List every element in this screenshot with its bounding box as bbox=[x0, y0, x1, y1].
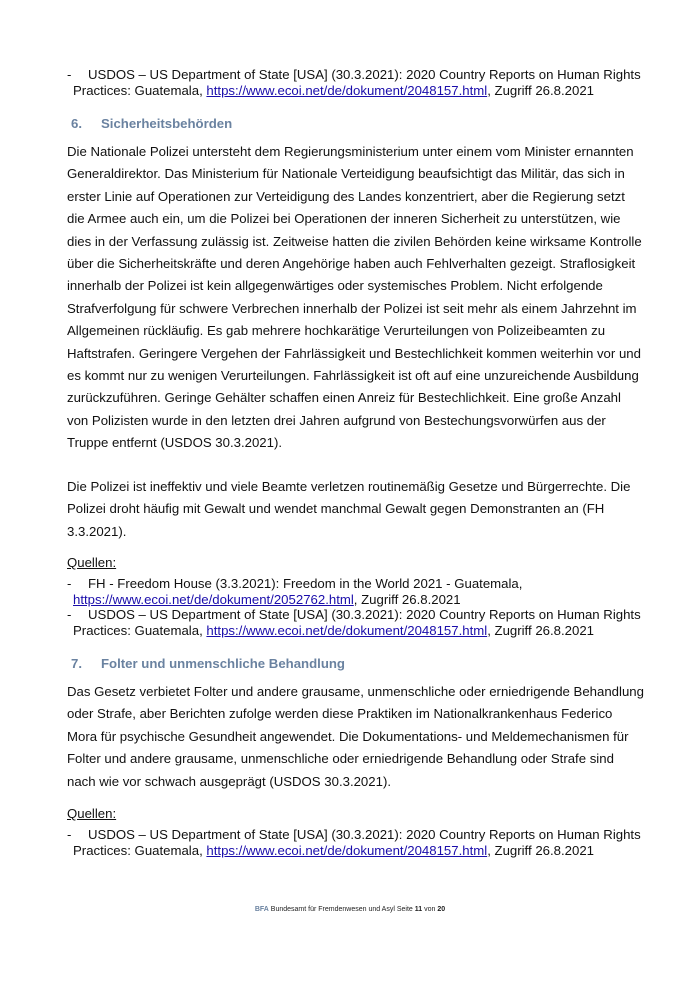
bullet-dash: - bbox=[67, 607, 72, 622]
footer-of: von bbox=[422, 906, 438, 913]
text-line: Generaldirektor. Das Ministerium für Nationale Verteidigung beaufsichtigt das Militär, das sich in bbox=[67, 166, 625, 182]
text-line: Folter und andere grausame, unmenschliche oder erniedrigende Behandlung oder Strafe sind bbox=[67, 751, 614, 767]
bullet-dash: - bbox=[67, 576, 72, 591]
paragraph bbox=[67, 476, 647, 543]
text-line: nach wie vor schwach ausgeprägt (USDOS 30.3.2021). bbox=[67, 773, 391, 789]
section-title: Folter und unmenschliche Behandlung bbox=[101, 656, 345, 671]
page-footer bbox=[0, 906, 700, 913]
text-line: Die Nationale Polizei untersteht dem Regierungsministerium unter einem vom Minister ernannten bbox=[67, 144, 634, 159]
text-line: 3.3.2021). bbox=[67, 523, 127, 539]
text-line: von Polizisten wurde in den letzten drei Jahren aufgrund von Bestechungsvorwürfen aus der bbox=[67, 412, 606, 428]
source-text: USDOS – US Department of State [USA] (30.3.2021): 2020 Country Reports on Human Rights bbox=[88, 607, 641, 622]
source-link[interactable]: https://www.ecoi.net/de/dokument/2048157.html bbox=[206, 842, 488, 858]
source-entry bbox=[67, 67, 647, 98]
source-text: USDOS – US Department of State [USA] (30.3.2021): 2020 Country Reports on Human Rights bbox=[88, 67, 641, 82]
text-line: zurückzuführen. Geringe Gehälter schaffen einen Anreiz für Bestechlichkeit. Eine große Anzahl bbox=[67, 390, 621, 406]
source-text: Practices: Guatemala, bbox=[73, 842, 207, 858]
sources-list bbox=[67, 827, 647, 858]
source-link[interactable]: https://www.ecoi.net/de/dokument/2048157.html bbox=[206, 622, 488, 638]
footer-text: Bundesamt für Fremdenwesen und Asyl Seite bbox=[268, 906, 415, 913]
source-entry bbox=[67, 607, 647, 638]
page-number: 11 bbox=[414, 906, 423, 913]
text-line: Die Polizei ist ineffektiv und viele Beamte verletzen routinemäßig Gesetze und Bürgerrechte. Die bbox=[67, 479, 631, 494]
text-line: erster Linie auf Operationen zur Verteidigung des Landes konzentriert, aber die Regierung setzt bbox=[67, 188, 625, 204]
text-line: Allgemeinen rückläufig. Es gab mehrere hochkarätige Verurteilungen von Polizeibeamten zu bbox=[67, 323, 606, 339]
bullet-dash: - bbox=[67, 67, 72, 82]
text-line: Strafverfolgung für schwere Verbrechen innerhalb der Polizei ist seit mehr als einem Jahrzehnt im bbox=[67, 300, 637, 316]
source-link[interactable]: https://www.ecoi.net/de/dokument/2048157.html bbox=[206, 82, 488, 98]
text-line: Haftstrafen. Geringere Vergehen der Fahrlässigkeit und Bestechlichkeit kommen weiterhin vor und bbox=[67, 345, 641, 361]
text-line: Truppe entfernt (USDOS 30.3.2021). bbox=[67, 435, 283, 451]
access-date: , Zugriff 26.8.2021 bbox=[487, 842, 594, 858]
section-heading-7 bbox=[67, 656, 647, 671]
sources-list bbox=[67, 576, 647, 638]
source-text: Practices: Guatemala, bbox=[73, 82, 207, 98]
text-line: innerhalb der Polizei ist kein allgegenwärtiges oder systemisches Problem. Nicht erfolgende bbox=[67, 278, 603, 294]
paragraph bbox=[67, 681, 647, 793]
paragraph bbox=[67, 141, 647, 455]
section-number: 6. bbox=[71, 116, 82, 131]
text-line: über die Sicherheitskräfte und deren Angehörige haben auch Fehlverhalten gezeigt. Straflosigkeit bbox=[67, 256, 636, 272]
source-link[interactable]: https://www.ecoi.net/de/dokument/2052762.html bbox=[73, 591, 354, 607]
sources-label: Quellen: bbox=[67, 806, 117, 821]
sources-label: Quellen: bbox=[67, 555, 117, 570]
text-line: die Armee auch ein, um die Polizei bei Operationen der inneren Sicherheit zu unterstützen, wie bbox=[67, 211, 621, 227]
section-heading-6 bbox=[67, 116, 647, 131]
section-title: Sicherheitsbehörden bbox=[101, 116, 233, 131]
text-line: oder Strafe, aber Berichten zufolge werden diese Praktiken im Nationalkrankenhaus Federico bbox=[67, 706, 613, 722]
page-total: 20 bbox=[437, 906, 446, 913]
text-line: es kommt nur zu wenigen Verurteilungen. Fahrlässigkeit ist oft auf eine unzureichende Ausbildung bbox=[67, 368, 639, 384]
source-text: USDOS – US Department of State [USA] (30.3.2021): 2020 Country Reports on Human Rights bbox=[88, 827, 641, 842]
source-entry bbox=[67, 576, 647, 607]
bullet-dash: - bbox=[67, 827, 72, 842]
text-line: Das Gesetz verbietet Folter und andere grausame, unmenschliche oder erniedrigende Behandlung bbox=[67, 684, 644, 699]
bfa-logo-text: BFA bbox=[254, 906, 269, 913]
source-entry bbox=[67, 827, 647, 858]
section-number: 7. bbox=[71, 656, 82, 671]
text-line: Polizei droht häufig mit Gewalt und wendet manchmal Gewalt gegen Demonstranten an (FH bbox=[67, 501, 605, 517]
source-text: FH - Freedom House (3.3.2021): Freedom in the World 2021 - Guatemala, bbox=[88, 576, 523, 591]
text-line: dies in der Verfassung zulässig ist. Zeitweise hatten die zivilen Behörden keine wirksame Kontrolle bbox=[67, 233, 642, 249]
source-text: Practices: Guatemala, bbox=[73, 622, 207, 638]
access-date: , Zugriff 26.8.2021 bbox=[353, 591, 461, 607]
access-date: , Zugriff 26.8.2021 bbox=[487, 82, 594, 98]
text-line: Mora für psychische Gesundheit angewendet. Die Dokumentations- und Meldemechanismen für bbox=[67, 728, 629, 744]
access-date: , Zugriff 26.8.2021 bbox=[487, 622, 594, 638]
